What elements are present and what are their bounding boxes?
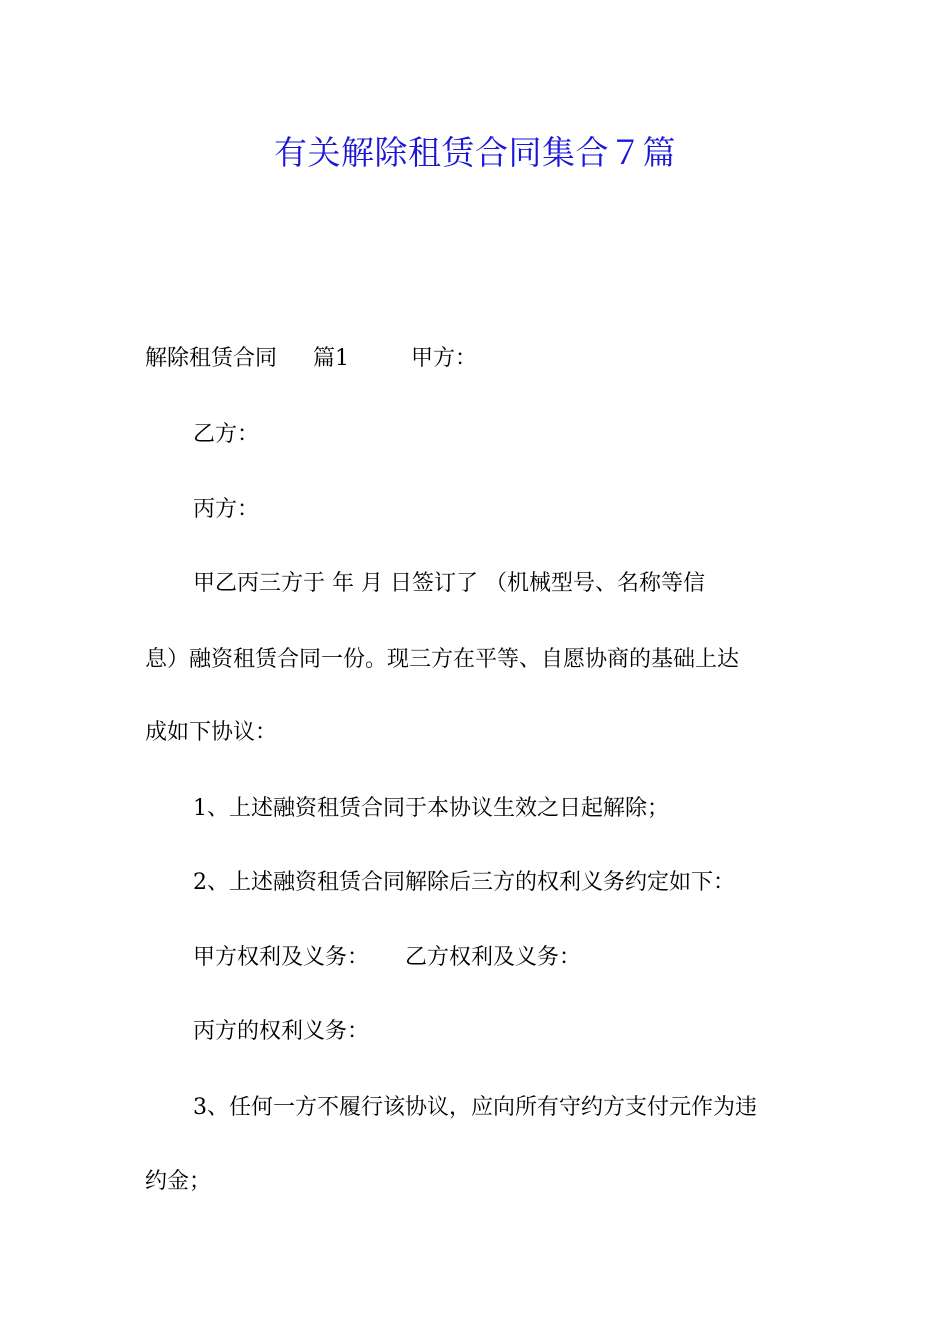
clause-3-line-1: 3、任何一方不履行该协议，应向所有守约方支付元作为违 [193, 1095, 757, 1120]
contract-heading-label: 解除租赁合同 [145, 346, 278, 371]
document-title: 有关解除租赁合同集合７篇 [274, 133, 676, 172]
rights-line [193, 941, 858, 975]
party-c-label: 丙方： [193, 497, 260, 522]
party-b-label: 乙方： [193, 422, 260, 447]
party-a-rights-label: 甲方权利及义务： [193, 945, 370, 970]
party-a-label: 甲方： [411, 346, 478, 371]
paragraph-1-line-3: 成如下协议： [145, 720, 278, 745]
contract-heading-line [145, 342, 810, 376]
paragraph-1-line-1: 甲乙丙三方于 年 月 日签订了 （机械型号、名称等信 [193, 571, 705, 596]
party-b-rights-label: 乙方权利及义务： [405, 945, 582, 970]
clause-2: 2、上述融资租赁合同解除后三方的权利义务约定如下： [193, 870, 735, 895]
paragraph-1-line-2: 息）融资租赁合同一份。现三方在平等、自愿协商的基础上达 [145, 647, 740, 672]
clause-3-line-2: 约金； [145, 1169, 212, 1194]
party-c-rights-label: 丙方的权利义务： [193, 1019, 370, 1044]
contract-heading-number: 篇1 [313, 346, 350, 371]
clause-1: 1、上述融资租赁合同于本协议生效之日起解除； [193, 796, 669, 821]
